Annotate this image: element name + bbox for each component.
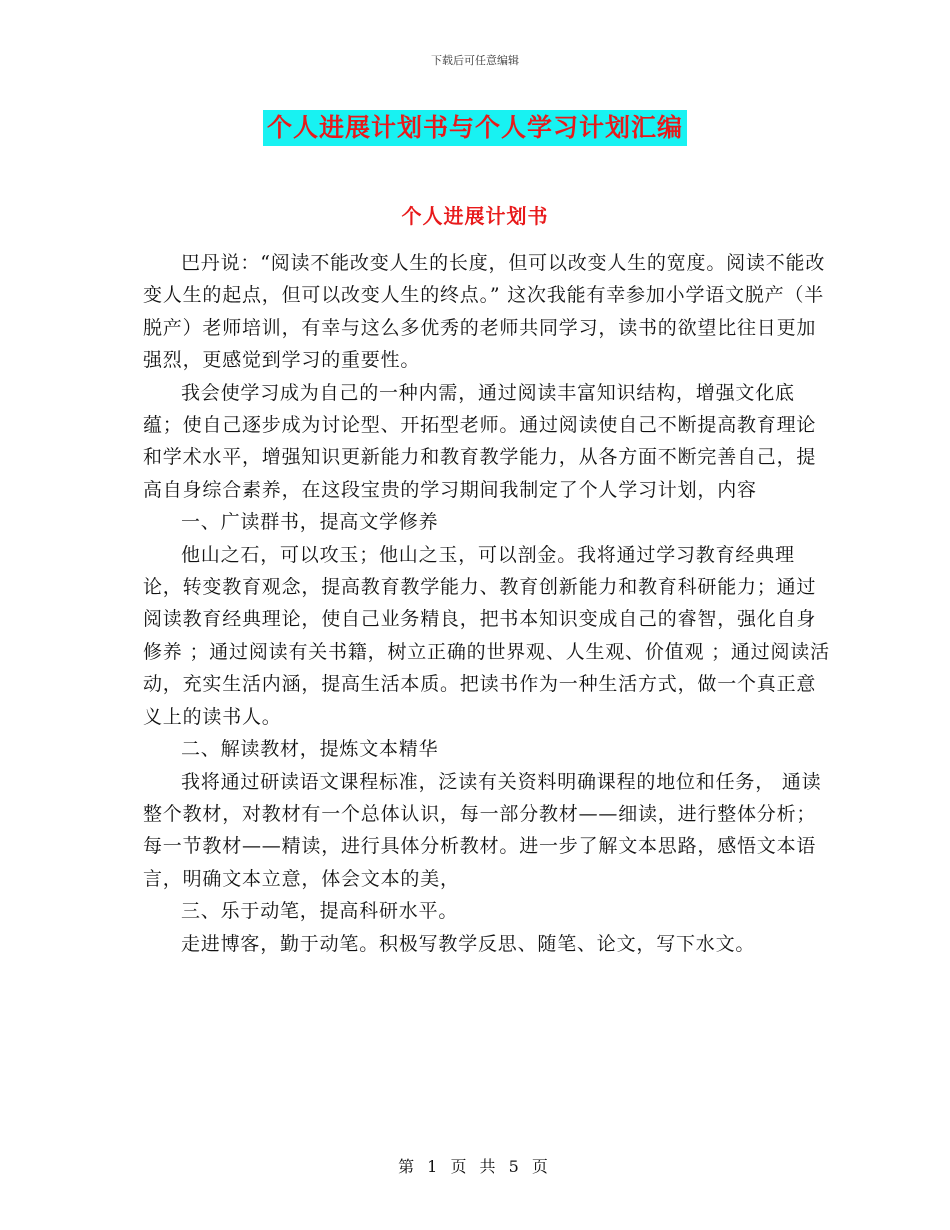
page-indicator: 第 1 页 共 5 页 bbox=[398, 1157, 552, 1176]
section-heading: 二、解读教材，提炼文本精华 bbox=[181, 738, 439, 761]
paragraph: 我将通过研读语文课程标准，泛读有关资料明确课程的地位和任务， 通读整个教材，对教材有一个总体认识，每一部分教材——细读，进行整体分析；每一节教材——精读，进行具体分析教材。进一步了解文本思路，感悟文本语言，明确文本立意，体会文本的美， bbox=[143, 770, 822, 890]
paragraph: 他山之石，可以攻玉；他山之玉，可以剖金。我将通过学习教育经典理论，转变教育观念，提高教育教学能力、教育创新能力和教育科研能力；通过阅读教育经典理论，使自己业务精良，把书本知识变成自己的睿智，强化自身修养 ；通过阅读有关书籍，树立正确的世界观、人生观、价值观 ；通过阅读活动，充实生活内涵，提高生活本质。把读书作为一种生活方式，做一个真正意义上的读书人。 bbox=[143, 543, 830, 728]
section-heading: 一、广读群书，提高文学修养 bbox=[181, 511, 439, 534]
main-title-container bbox=[0, 110, 950, 146]
section-heading: 三、乐于动笔，提高科研水平。 bbox=[181, 900, 459, 923]
paragraph: 巴丹说：“阅读不能改变人生的长度，但可以改变人生的宽度。阅读不能改变人生的起点，但可以改变人生的终点。” 这次我能有幸参加小学语文脱产（半脱产）老师培训，有幸与这么多优秀的老师共同学习，读书的欲望比往日更加强烈，更感觉到学习的重要性。 bbox=[143, 252, 826, 372]
document-title: 个人进展计划书与个人学习计划汇编 bbox=[263, 110, 687, 146]
document-body bbox=[143, 247, 833, 960]
section-title: 个人进展计划书 bbox=[401, 204, 549, 228]
paragraph: 走进博客，勤于动笔。积极写教学反思、随笔、论文，写下水文。 bbox=[181, 932, 756, 955]
header-note: 下载后可任意编辑 bbox=[431, 54, 519, 67]
paragraph: 我会使学习成为自己的一种内需，通过阅读丰富知识结构，增强文化底蕴；使自己逐步成为讨论型、开拓型老师。通过阅读使自己不断提高教育理论和学术水平，增强知识更新能力和教育教学能力，从各方面不断完善自己，提高自身综合素养，在这段宝贵的学习期间我制定了个人学习计划，内容 bbox=[143, 381, 817, 501]
